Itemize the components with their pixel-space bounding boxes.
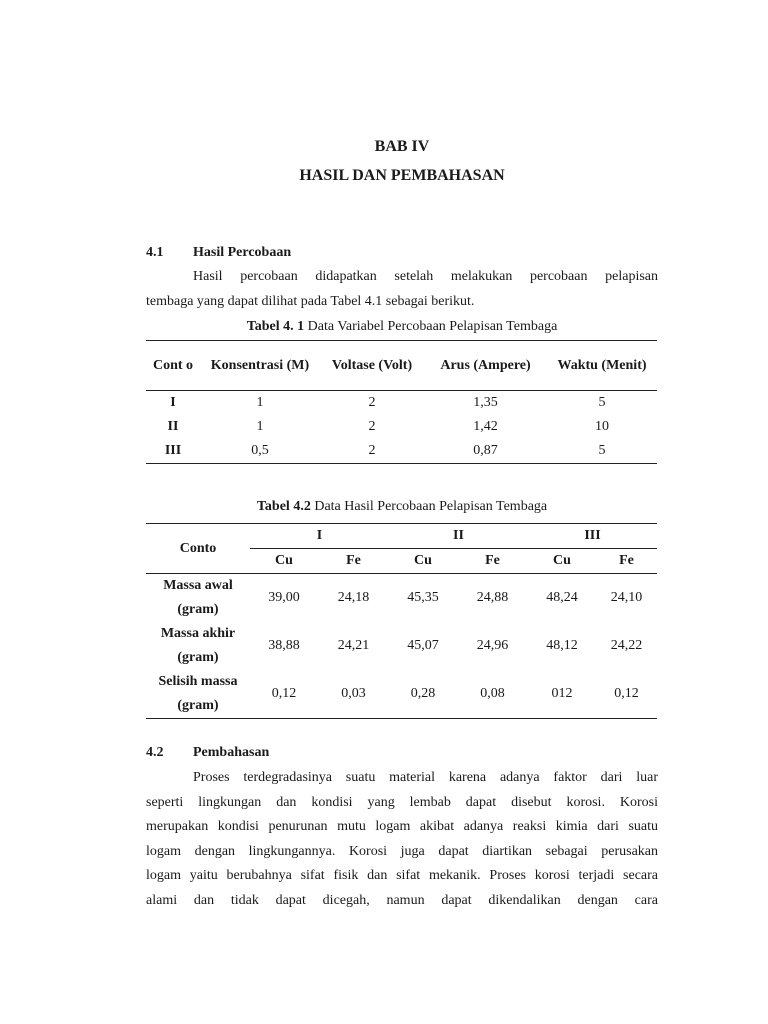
table-row bbox=[146, 670, 657, 719]
chapter-number: BAB IV bbox=[374, 138, 430, 155]
paragraph-line: alami dan tidak dapat dicegah, namun dapat dikendalikan dengan cara bbox=[146, 892, 658, 908]
table-cell: 012 bbox=[551, 686, 573, 701]
row-header-cell: I bbox=[170, 395, 176, 410]
table-cell: 0,03 bbox=[341, 686, 366, 701]
table-cell: 24,21 bbox=[337, 638, 370, 653]
group-header: II bbox=[389, 524, 528, 549]
section-number: 4.2 bbox=[146, 745, 164, 760]
table-caption-text: Data Variabel Percobaan Pelapisan Tembaga bbox=[304, 319, 558, 334]
table-caption-text: Data Hasil Percobaan Pelapisan Tembaga bbox=[310, 499, 548, 514]
group-header: III bbox=[528, 524, 657, 549]
table-cell: 0,12 bbox=[614, 686, 639, 701]
subheader: Fe bbox=[346, 553, 361, 568]
table-cell: 0,5 bbox=[251, 443, 269, 458]
row-header-label: Conto bbox=[146, 524, 250, 574]
column-header: Arus (Ampere) bbox=[440, 357, 531, 373]
table-group-row bbox=[146, 524, 657, 549]
table-body bbox=[146, 574, 657, 719]
column-header: Cont o bbox=[152, 357, 194, 373]
row-header-cell: Massa awal (gram) bbox=[163, 578, 233, 617]
table-cell: 38,88 bbox=[268, 638, 300, 653]
table-caption bbox=[146, 319, 658, 335]
section-number: 4.1 bbox=[146, 245, 164, 260]
group-header: I bbox=[250, 524, 389, 549]
table-caption-label: Tabel 4. 1 bbox=[246, 319, 305, 334]
section-title: Pembahasan bbox=[193, 745, 270, 760]
table-row bbox=[146, 439, 657, 464]
table-cell: 5 bbox=[598, 395, 606, 410]
row-header-cell: III bbox=[164, 443, 182, 458]
table-cell: 45,35 bbox=[407, 590, 439, 605]
table-cell: 10 bbox=[595, 419, 609, 434]
table-cell: 1 bbox=[256, 419, 264, 434]
table-row bbox=[146, 574, 657, 623]
table-row bbox=[146, 391, 657, 416]
results-table bbox=[146, 523, 657, 719]
table-cell: 24,22 bbox=[610, 638, 643, 653]
row-header-cell: Selisih massa (gram) bbox=[158, 674, 238, 713]
table-cell: 48,12 bbox=[546, 638, 578, 653]
paragraph-line: logam yaitu berubahnya sifat fisik dan sifat mekanik. Proses korosi terjadi secara bbox=[146, 868, 658, 884]
table-cell: 39,00 bbox=[268, 590, 300, 605]
variable-table bbox=[146, 340, 657, 464]
table-caption bbox=[146, 499, 658, 515]
subheader: Fe bbox=[485, 553, 500, 568]
table-cell: 1,42 bbox=[473, 419, 498, 434]
chapter-title: HASIL DAN PEMBAHASAN bbox=[299, 167, 505, 184]
table-caption-label: Tabel 4.2 bbox=[256, 499, 311, 514]
table-cell: 5 bbox=[598, 443, 606, 458]
row-header-cell: II bbox=[167, 419, 179, 434]
subheader: Fe bbox=[619, 553, 634, 568]
section-paragraph bbox=[146, 265, 658, 314]
paragraph-line: seperti lingkungan dan kondisi yang lembab dapat disebut korosi. Korosi bbox=[146, 794, 658, 810]
table-cell: 0,12 bbox=[271, 686, 297, 701]
table-header-row bbox=[146, 341, 657, 391]
subheader: Cu bbox=[414, 553, 432, 568]
table-cell: 24,88 bbox=[476, 590, 509, 605]
section-title: Hasil Percobaan bbox=[193, 245, 292, 260]
paragraph-line: Proses terdegradasinya suatu material karena adanya faktor dari luar bbox=[193, 770, 658, 785]
row-header-cell: Massa akhir (gram) bbox=[160, 626, 236, 665]
table-cell: 1 bbox=[256, 395, 264, 410]
table-cell: 24,10 bbox=[610, 590, 643, 605]
paragraph-line: merupakan kondisi penurunan mutu logam akibat adanya reaksi kimia dari suatu bbox=[146, 819, 658, 835]
table-cell: 1,35 bbox=[473, 395, 498, 410]
table-cell: 2 bbox=[368, 443, 376, 458]
subheader: Cu bbox=[553, 553, 571, 568]
paragraph-line: logam dengan lingkungannya. Korosi juga dapat diartikan sebagai perusakan bbox=[146, 843, 658, 859]
section-paragraph bbox=[146, 766, 658, 914]
paragraph-line: tembaga yang dapat dilihat pada Tabel 4.1 sebagai berikut. bbox=[146, 293, 475, 309]
table-cell: 24,18 bbox=[337, 590, 370, 605]
column-header: Konsentrasi (M) bbox=[210, 357, 310, 373]
subheader: Cu bbox=[275, 553, 293, 568]
table-cell: 48,24 bbox=[546, 590, 578, 605]
column-header: Voltase (Volt) bbox=[331, 357, 413, 373]
table-cell: 0,28 bbox=[410, 686, 436, 701]
table-cell: 0,87 bbox=[473, 443, 498, 458]
table-row bbox=[146, 415, 657, 439]
table-cell: 0,08 bbox=[480, 686, 505, 701]
table-cell: 45,07 bbox=[407, 638, 439, 653]
column-header: Waktu (Menit) bbox=[557, 357, 647, 373]
table-row bbox=[146, 622, 657, 670]
paragraph-line: Hasil percobaan didapatkan setelah melakukan percobaan pelapisan bbox=[193, 269, 658, 284]
table-cell: 24,96 bbox=[476, 638, 509, 653]
table-body bbox=[146, 391, 657, 464]
table-cell: 2 bbox=[368, 395, 376, 410]
table-cell: 2 bbox=[368, 419, 376, 434]
